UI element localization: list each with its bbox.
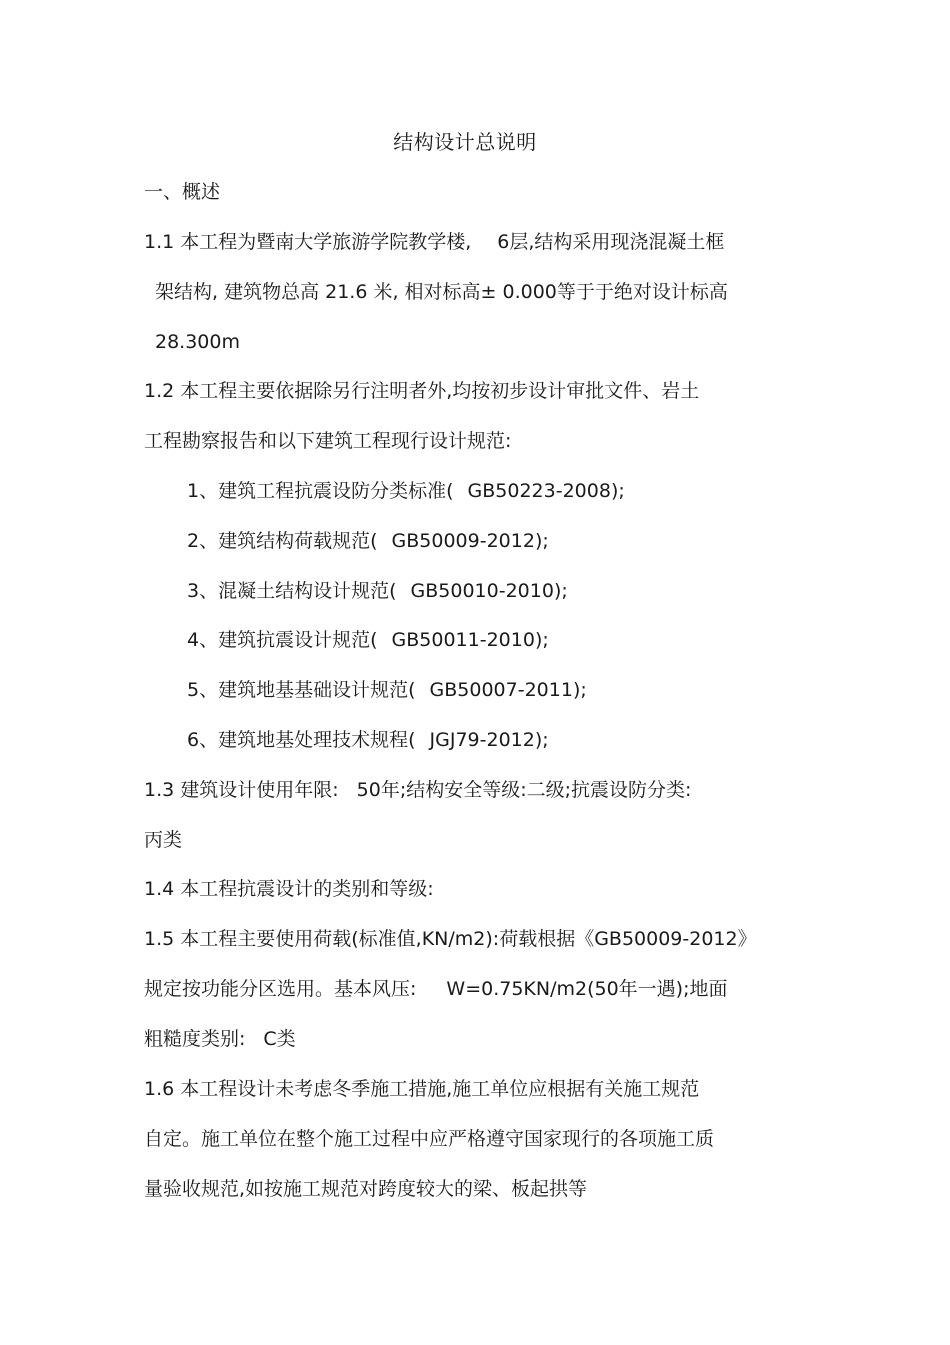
standard-item-tail: );: [534, 530, 549, 552]
paragraph-1-6-line-2: 自定。施工单位在整个施工过程中应严格遵守国家现行的各项施工质: [144, 1128, 715, 1150]
standard-item-code: GB50223-2008: [467, 480, 611, 502]
standard-item-name: 5、建筑地基基础设计规范(: [187, 679, 416, 701]
section-heading-overview: 一、概述: [144, 181, 221, 203]
paragraph-1-4: 1.4 本工程抗震设计的类别和等级:: [144, 878, 434, 900]
standard-item-code: GB50011-2010: [391, 629, 535, 651]
paragraph-1-1-line-3: 28.300m: [155, 331, 240, 353]
standard-item-tail: );: [534, 729, 549, 751]
standard-item-name: 3、混凝土结构设计规范(: [187, 580, 397, 602]
paragraph-1-3-line-2: 丙类: [144, 829, 183, 851]
paragraph-1-5-text-b2: W=0.75KN/m2(50年一遇);地面: [446, 978, 728, 1000]
standard-item: [187, 528, 549, 554]
paragraph-1-6-line-3: 量验收规范,如按施工规范对跨度较大的梁、板起拱等: [144, 1178, 588, 1200]
standard-item-code: GB50009-2012: [391, 530, 535, 552]
standard-item: [187, 677, 587, 703]
standard-item: [187, 478, 625, 504]
standard-item-name: 6、建筑地基处理技术规程(: [187, 729, 416, 751]
document-title: 结构设计总说明: [393, 130, 537, 154]
standard-item-name: 2、建筑结构荷载规范(: [187, 530, 378, 552]
standard-item-tail: );: [534, 629, 549, 651]
standard-item: [187, 727, 549, 753]
paragraph-1-5-text-c1: 粗糙度类别:: [144, 1028, 246, 1050]
standard-item: [187, 578, 568, 604]
standard-item: [187, 627, 549, 653]
paragraph-1-5-line-3: [144, 1026, 296, 1052]
paragraph-1-3-text-a: 1.3 建筑设计使用年限:: [144, 779, 339, 801]
standard-item-name: 1、建筑工程抗震设防分类标准(: [187, 480, 454, 502]
paragraph-1-1-line-2: 架结构, 建筑物总高 21.6 米, 相对标高± 0.000等于于绝对设计标高: [155, 281, 728, 303]
paragraph-1-3-line-1: [144, 777, 691, 803]
paragraph-1-5-line-1: 1.5 本工程主要使用荷载(标准值,KN/m2):荷载根据《GB50009-2012》: [144, 928, 757, 950]
paragraph-1-5-line-2: [144, 976, 728, 1002]
paragraph-1-5-text-b1: 规定按功能分区选用。基本风压:: [144, 978, 417, 1000]
standard-item-code: GB50007-2011: [429, 679, 573, 701]
paragraph-1-1-text-b: 6层,结构采用现浇混凝土框: [497, 231, 725, 253]
paragraph-1-1-text-a: 1.1 本工程为暨南大学旅游学院教学楼,: [144, 231, 472, 253]
standard-item-code: GB50010-2010: [410, 580, 554, 602]
paragraph-1-1-line-1: [144, 229, 724, 255]
standard-item-tail: );: [572, 679, 587, 701]
standard-item-tail: );: [553, 580, 568, 602]
paragraph-1-2-line-1: 1.2 本工程主要依据除另行注明者外,均按初步设计审批文件、岩土: [144, 380, 700, 402]
standard-item-name: 4、建筑抗震设计规范(: [187, 629, 378, 651]
paragraph-1-6-line-1: 1.6 本工程设计未考虑冬季施工措施,施工单位应根据有关施工规范: [144, 1078, 700, 1100]
standard-item-tail: );: [610, 480, 625, 502]
paragraph-1-5-text-c2: C类: [263, 1028, 296, 1050]
paragraph-1-3-text-b: 50年;结构安全等级:二级;抗震设防分类:: [356, 779, 692, 801]
paragraph-1-2-line-2: 工程勘察报告和以下建筑工程现行设计规范:: [144, 430, 512, 452]
standard-item-code: JGJ79-2012: [429, 729, 535, 751]
